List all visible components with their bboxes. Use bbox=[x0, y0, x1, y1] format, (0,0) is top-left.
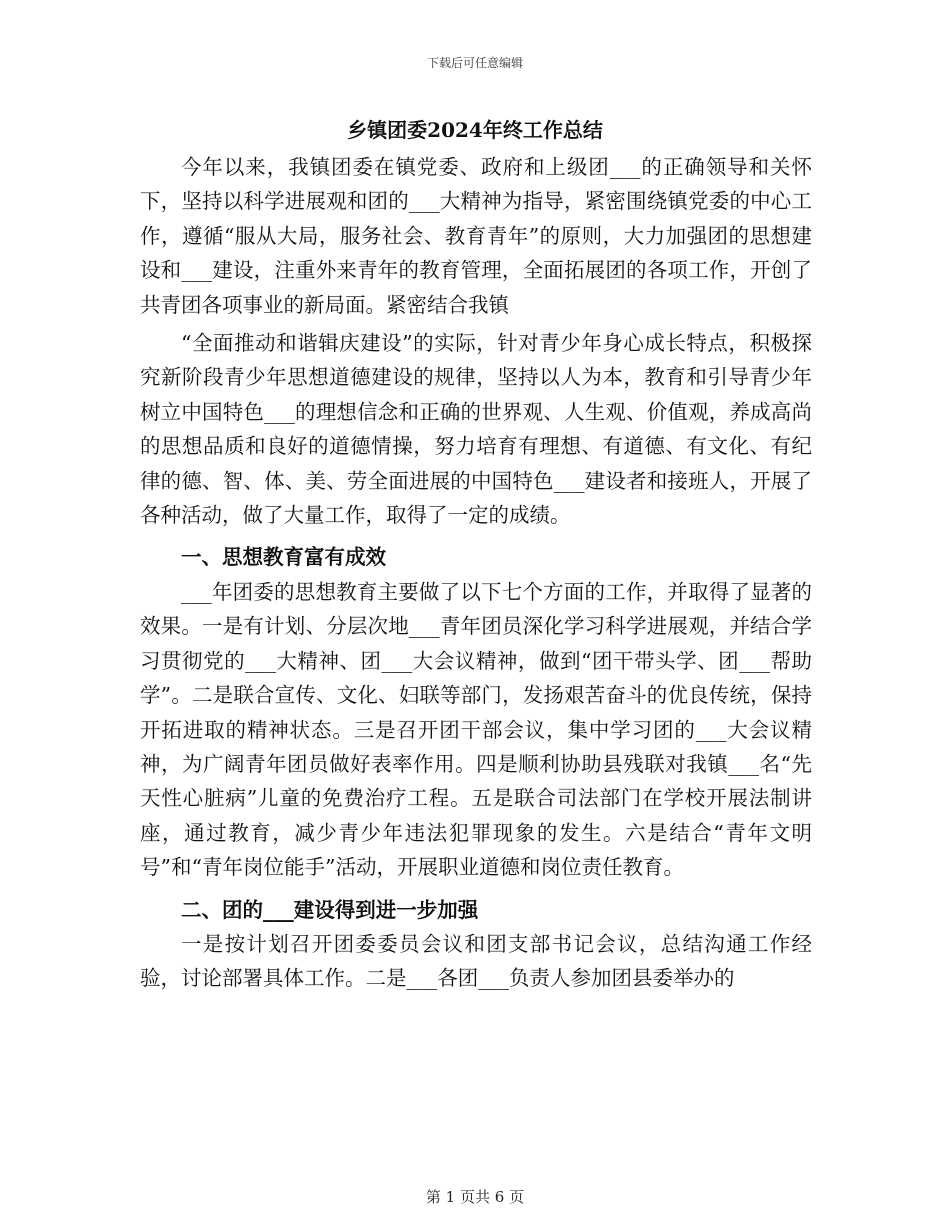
document-body bbox=[140, 150, 812, 996]
section-paragraph-2: 一是按计划召开团委委员会议和团支部书记会议，总结沟通工作经验，讨论部署具体工作。二是___各团___负责人参加团县委举办的 bbox=[140, 931, 812, 991]
paragraph-intro-continued: “全面推动和谐辑庆建设”的实际，针对青少年身心成长特点，积极探究新阶段青少年思想道德建设的规律，坚持以人为本，教育和引导青少年树立中国特色___的理想信念和正确的世界观、人生观、价值观，养成高尚的思想品质和良好的道德情操，努力培育有理想、有道德、有文化、有纪律的德、智、体、美、劳全面进展的中国特色___建设者和接班人，开展了各种活动，做了大量工作，取得了一定的成绩。 bbox=[140, 331, 812, 528]
paragraph-intro: 今年以来，我镇团委在镇党委、政府和上级团___的正确领导和关怀下，坚持以科学进展观和团的___大精神为指导，紧密围绕镇党委的中心工作，遵循“服从大局，服务社会、教育青年”的原则，大力加强团的思想建设和___建设，注重外来青年的教育管理，全面拓展团的各项工作，开创了共青团各项事业的新局面。紧密结合我镇 bbox=[140, 155, 812, 317]
section-paragraph-1: ___年团委的思想教育主要做了以下七个方面的工作，并取得了显著的效果。一是有计划、分层次地___青年团员深化学习科学进展观，并结合学习贯彻党的___大精神、团___大会议精神，做到“团干带头学、团___帮助学”。二是联合宣传、文化、妇联等部门，发扬艰苦奋斗的优良传统，保持开拓进取的精神状态。三是召开团干部会议，集中学习团的___大会议精神，为广阔青年团员做好表率作用。四是顺利协助县残联对我镇___名“先天性心脏病”儿童的免费治疗工程。五是联合司法部门在学校开展法制讲座，通过教育，减少青少年违法犯罪现象的发生。六是结合“青年文明号”和“青年岗位能手”活动，开展职业道德和岗位责任教育。 bbox=[140, 579, 812, 880]
document-title: 乡镇团委2024年终工作总结 bbox=[347, 118, 603, 142]
header-note: 下载后可任意编辑 bbox=[426, 56, 523, 70]
section-heading-2: 二、团的___建设得到进一步加强 bbox=[181, 897, 479, 922]
section-heading-1: 一、思想教育富有成效 bbox=[181, 545, 386, 570]
page-number: 第 1 页共 6 页 bbox=[425, 1188, 525, 1206]
